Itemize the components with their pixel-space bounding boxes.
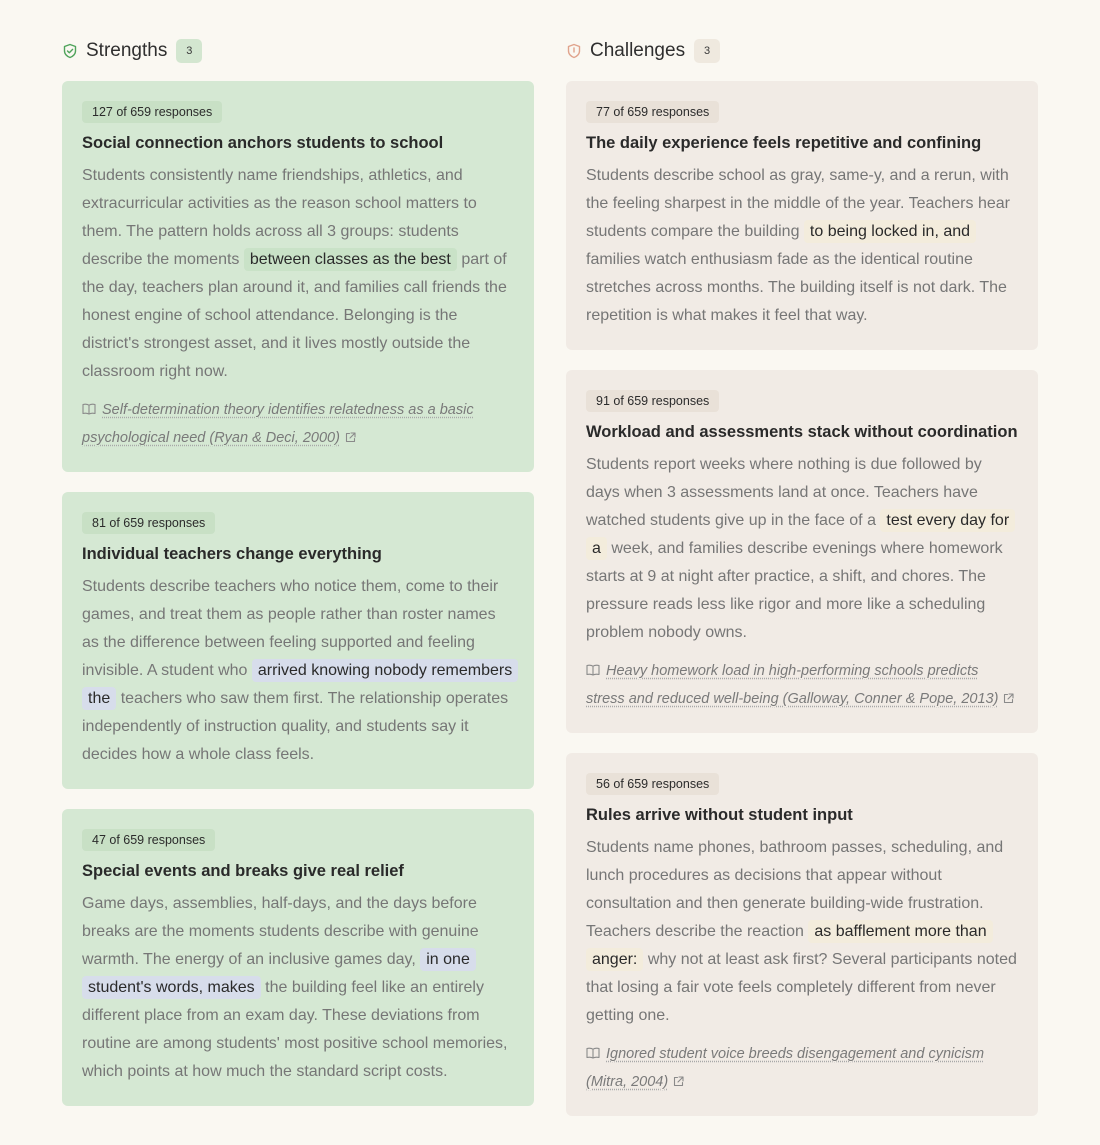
card-body: Students consistently name friendships, athletics, and extracurricular activities as the reason school matters to them. The pattern holds across all 3 groups: students describe the moments between classes as the best part of the day, teachers plan around it, and families call friends the honest engine of school attendance. Belonging is the district's strongest asset, and it lives mostly outside the classroom right now. [82,167,507,380]
card-body: Students describe teachers who notice them, come to their games, and treat them as people rather than roster names as the difference between feeling supported and feeling invisible. A student who arrived knowing nobody remembers the teachers who saw them first. The relationship operates independently of instruction quality, and students say it decides how a whole class feels. [82,573,514,769]
challenge-card-workload[interactable] [566,370,1038,733]
challenges-column [566,36,1038,1136]
strength-card-social-connection[interactable] [62,81,534,472]
shield-check-icon [62,43,78,59]
response-count-badge: 127 of 659 responses [82,101,222,123]
card-title: Special events and breaks give real relief [82,862,404,880]
strength-card-individual-teachers[interactable] [62,492,534,789]
strengths-header [62,36,534,66]
response-count-badge: 81 of 659 responses [82,512,215,534]
book-icon [586,658,600,670]
card-title: Individual teachers change everything [82,545,382,563]
card-title: Rules arrive without student input [586,806,853,824]
citation-link[interactable]: Ignored student voice breeds disengagement and cynicism (Mitra, 2004) [586,1040,1018,1096]
card-title: Workload and assessments stack without coordination [586,423,1018,441]
challenges-header [566,36,1038,66]
highlighted-quote[interactable]: in one student's words, makes [82,948,476,999]
highlighted-quote[interactable]: test every day for a [586,509,1015,560]
external-link-icon [345,425,356,436]
challenges-title: Challenges [590,40,686,61]
challenge-card-rules[interactable] [566,753,1038,1116]
strengths-title: Strengths [86,40,168,61]
challenges-count-badge: 3 [694,39,720,63]
external-link-icon [1003,686,1014,697]
card-body: Game days, assemblies, half-days, and the days before breaks are the moments students describe with genuine warmth. The energy of an inclusive games day, in one student's words, makes the building feel like an entirely different place from an exam day. These deviations from routine are among students' most positive school memories, which points at how much the standard script costs. [82,895,508,1080]
response-count-badge: 47 of 659 responses [82,829,215,851]
response-count-badge: 56 of 659 responses [586,773,719,795]
highlighted-quote[interactable]: between classes as the best [244,248,457,271]
strengths-column [62,36,534,1126]
shield-icon [566,43,582,59]
card-title: Social connection anchors students to school [82,134,444,152]
card-title: The daily experience feels repetitive and confining [586,134,982,152]
citation-link[interactable]: Self-determination theory identifies relatedness as a basic psychological need (Ryan & Deci, 2000) [82,396,514,452]
highlighted-quote[interactable]: as bafflement more than anger: [586,920,993,971]
challenge-card-repetitive[interactable] [566,81,1038,350]
card-body: Students describe school as gray, same-y, and a rerun, with the feeling sharpest in the middle of the year. Teachers hear students compare the building to being locked in, and families watch enthusiasm fade as the identical routine stretches across months. The building itself is not dark. The repetition is what makes it feel that way. [586,167,1010,324]
strengths-count-badge: 3 [176,39,202,63]
card-body: Students name phones, bathroom passes, scheduling, and lunch procedures as decisions that appear without consultation and then generate building-wide frustration. Teachers describe the reaction as bafflement more than anger: why not at least ask first? Several participants noted that losing a fair vote feels completely different from never getting one. [586,839,1017,1024]
card-body: Students report weeks where nothing is due followed by days when 3 assessments land at once. Teachers have watched students give up in the face of a test every day for a week, and families describe evenings where homework starts at 9 at night after practice, a shift, and chores. The pressure reads less like rigor and more like a scheduling problem nobody owns. [586,451,1018,647]
book-icon [586,1041,600,1053]
response-count-badge: 77 of 659 responses [586,101,719,123]
external-link-icon [673,1069,684,1080]
highlighted-quote[interactable]: to being locked in, and [804,220,976,243]
response-count-badge: 91 of 659 responses [586,390,719,412]
book-icon [82,397,96,409]
highlighted-quote[interactable]: arrived knowing nobody remembers the [82,659,518,710]
citation-link[interactable]: Heavy homework load in high-performing schools predicts stress and reduced well-being (Galloway, Conner & Pope, 2013) [586,657,1018,713]
strength-card-special-events[interactable] [62,809,534,1106]
